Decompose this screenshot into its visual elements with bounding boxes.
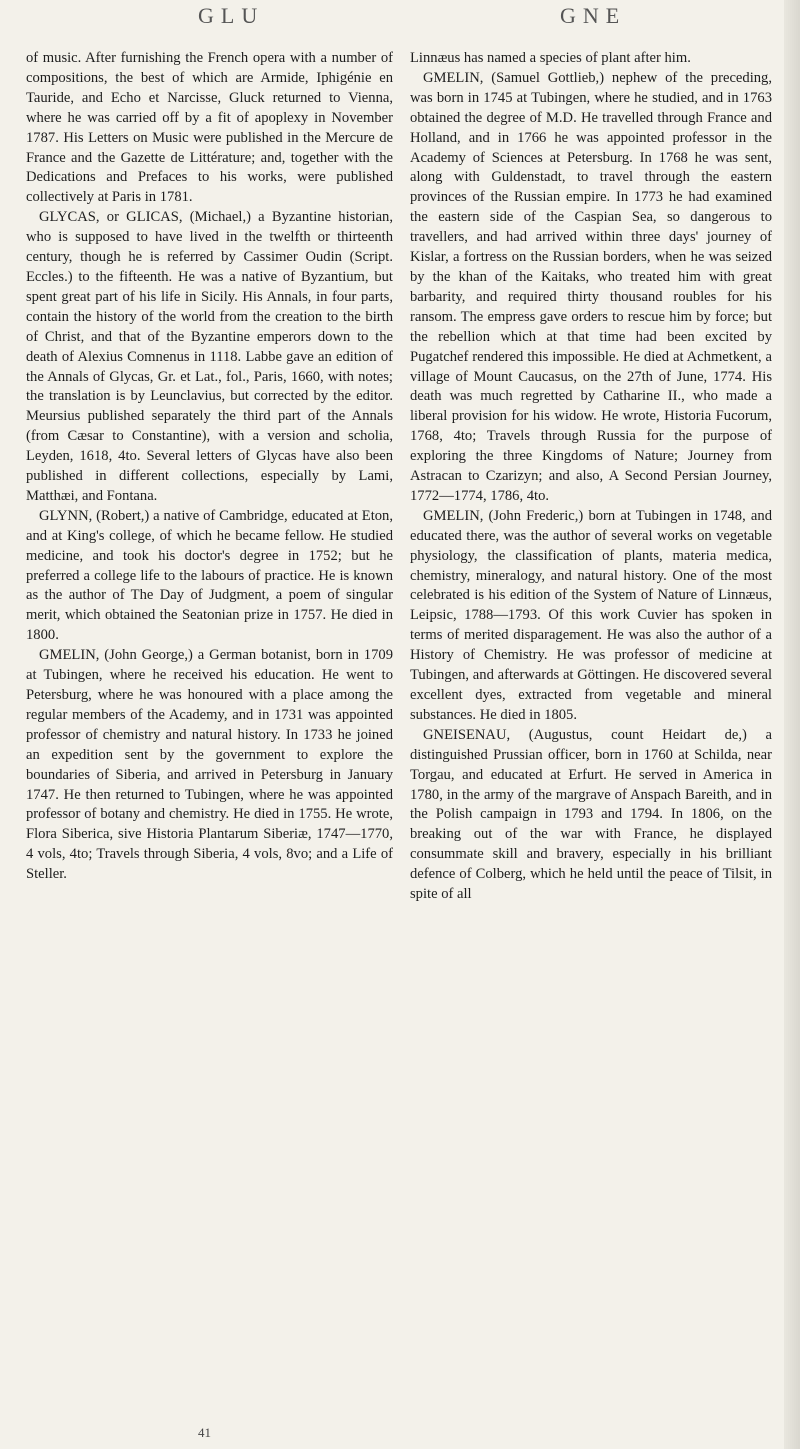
- signature-mark: 41: [198, 1425, 211, 1440]
- page-edge: [784, 0, 800, 1449]
- entry-gmelin-john-george: GMELIN, (John George,) a German botanist, born in 1709 at Tubingen, where he received his education. He went to Petersburg, where he was honoured with a place among the regular members of the Academy, and in 1731 was appointed professor of chemistry and natural history. In 1733 he joined an expedition sent by the government to explore the boundaries of Siberia, and arrived in Petersburg in January 1747. He then returned to Tubingen, where he was appointed professor of botany and chemistry. He died in 1755. He wrote, Flora Siberica, sive Historia Plantarum Siberiæ, 1747—1770, 4 vols, 4to; Travels through Siberia, 4 vols, 8vo; and a Life of Steller.: [26, 647, 393, 883]
- entry-gneisenau: GNEISENAU, (Augustus, count Heidart de,) a distinguished Prussian officer, born in 1760 at Schilda, near Torgau, and educated at Erfurt. He served in America in 1780, in the army of the margrave of Anspach Bareith, and in the Polish campaign in 1793 and 1794. In 1806, on the breaking out of the war with France, he displayed consummate skill and bravery, especially in his brilliant defence of Colberg, which he held until the peace of Tilsit, in spite of all: [410, 726, 772, 903]
- entry-gmelin-john-frederic: GMELIN, (John Frederic,) born at Tubingen in 1748, and educated there, was the author of several works on vegetable physiology, the classification of plants, materia medica, chemistry, mineralogy, and natural history. One of the most celebrated is his edition of the System of Nature of Linnæus, Leipsic, 1788—1793. Of this work Cuvier has spoken in terms of merited disparagement. He was also the author of a History of Chemistry. He was professor of medicine at Tubingen, and afterwards at Göttingen. He discovered several excellent dyes, extracted from vegetable and mineral substances. He died in 1805.: [410, 507, 772, 723]
- left-column: [26, 49, 393, 885]
- right-column: [410, 49, 772, 905]
- running-head-left: GLU: [198, 3, 265, 28]
- paragraph-gmelin-continued: Linnæus has named a species of plant after him.: [410, 50, 691, 66]
- entry-glycas: GLYCAS, or GLICAS, (Michael,) a Byzantine historian, who is supposed to have lived in the twelfth or thirteenth century, though he is referred by Cassimer Oudin (Script. Eccles.) to the fifteenth. He was a native of Byzantium, but spent great part of his life in Sicily. His Annals, in four parts, contain the history of the world from the creation to the birth of Christ, and that of the Byzantine emperors down to the death of Alexius Comnenus in 1118. Labbe gave an edition of the Annals of Glycas, Gr. et Lat., fol., Paris, 1660, with notes; the translation is by Leunclavius, but corrected by the editor. Meursius published separately the third part of the Annals (from Cæsar to Constantine), with a version and scholia, Leyden, 1618, 4to. Several letters of Glycas have also been published in different collections, especially by Lami, Matthæi, and Fontana.: [26, 209, 393, 504]
- paragraph-gluck-continued: of music. After furnishing the French opera with a number of compositions, the best of which are Armide, Iphigénie en Tauride, and Echo et Narcisse, Gluck returned to Vienna, where he was carried off by a fit of apoplexy in November 1787. His Letters on Music were published in the Mercure de France and the Gazette de Littérature; and, together with the Dedications and Prefaces to his works, were published collectively at Paris in 1781.: [26, 50, 393, 206]
- entry-glynn: GLYNN, (Robert,) a native of Cambridge, educated at Eton, and at King's college, of which he became fellow. He studied medicine, and took his doctor's degree in 1752; but he preferred a college life to the labours of practice. He is known as the author of The Day of Judgment, a poem of singular merit, which obtained the Seatonian prize in 1757. He died in 1800.: [26, 507, 393, 644]
- running-head-right: GNE: [560, 3, 627, 28]
- entry-gmelin-samuel-gottlieb: GMELIN, (Samuel Gottlieb,) nephew of the preceding, was born in 1745 at Tubingen, where he studied, and in 1763 obtained the degree of M.D. He travelled through France and Holland, and in 1766 he was appointed professor in the Academy of Sciences at Petersburg. In 1768 he was sent, along with Guldenstadt, to travel through the eastern provinces of the Russian empire. In 1773 he had examined the eastern side of the Caspian Sea, so dangerous to travellers, and had arrived within three days' journey of Kislar, a fortress on the Russian borders, when he was seized by the khan of the Kaitaks, who treated him with great barbarity, and required thirty thousand roubles for his ransom. The empress gave orders to rescue him by force; but the rebellion which at that time had been excited by Pugatchef rendered this impossible. He died at Achmetkent, a village of Mount Caucasus, on the 27th of June, 1774. His death was much regretted by Catharine II., who made a liberal provision for his widow. He wrote, Historia Fucorum, 1768, 4to; Travels through Russia for the purpose of exploring the three Kingdoms of Nature; Journey from Astracan to Czarizyn; and also, A Second Persian Journey, 1772—1774, 1786, 4to.: [410, 69, 772, 504]
